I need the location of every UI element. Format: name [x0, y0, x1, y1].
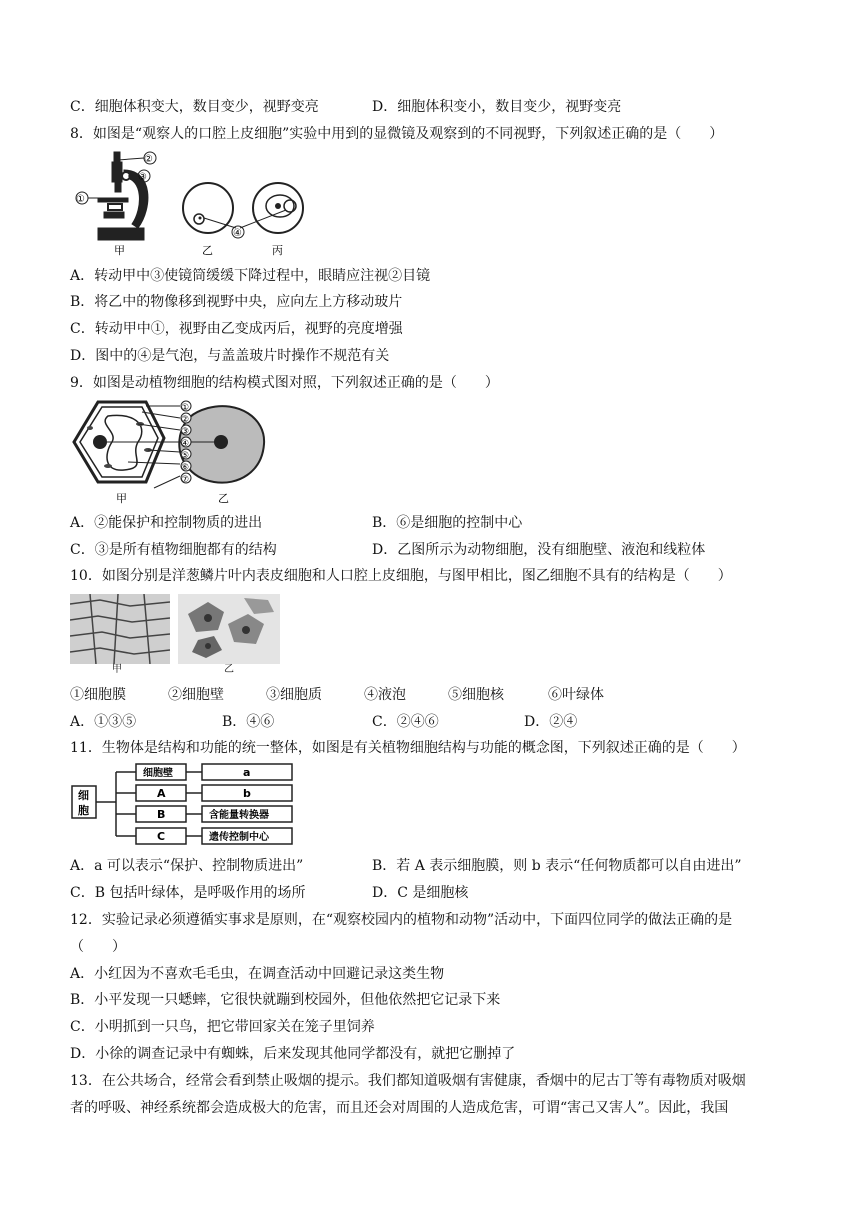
q7-option-d: D．细胞体积变小，数目变少，视野变亮 — [372, 99, 622, 115]
root-label-1: 细 — [78, 789, 89, 802]
label-jia: 甲 — [114, 244, 125, 257]
q8-stem: 8．如图是“观察人的口腔上皮细胞”实验中用到的显微镜及观察到的不同视野，下列叙述正确的是（ ） — [70, 126, 724, 142]
q12-option-b: B．小平发现一只蟋蟀，它很快就蹦到校园外，但他依然把它记录下来 — [70, 992, 501, 1008]
label-n2: ② — [181, 415, 190, 425]
q11-option-b: B．若 A 表示细胞膜，则 b 表示“任何物质都可以自由进出” — [372, 858, 742, 874]
label-n4: ④ — [181, 439, 190, 449]
node-A: A — [157, 787, 166, 800]
root-label-2: 胞 — [78, 804, 89, 817]
view-yi-circle — [183, 183, 233, 233]
q8-option-b: B．将乙中的物像移到视野中央，应向左上方移动玻片 — [70, 294, 403, 310]
q9-option-c: C．③是所有植物细胞都有的结构 — [70, 542, 277, 558]
q10-option-a: A．①③⑤ — [70, 714, 137, 730]
q10-label-jia: 甲 — [112, 664, 122, 675]
label-3: ③ — [138, 172, 147, 183]
q11-option-c: C．B 包括叶绿体，是呼吸作用的场所 — [70, 885, 306, 901]
q11-concept-map — [70, 762, 310, 848]
q8-option-a: A．转动甲中③使镜筒缓缓下降过程中，眼睛应注视②目镜 — [70, 268, 431, 284]
q10-label-yi: 乙 — [224, 664, 234, 675]
label-n3: ③ — [181, 427, 190, 437]
q9-option-d: D．乙图所示为动物细胞，没有细胞壁、液泡和线粒体 — [372, 542, 706, 558]
label-n1: ① — [181, 403, 190, 413]
q12-option-c: C．小明抓到一只鸟，把它带回家关在笼子里饲养 — [70, 1019, 375, 1035]
node-b: b — [243, 787, 251, 800]
q11-stem: 11．生物体是结构和功能的统一整体，如图是有关植物细胞结构与功能的概念图，下列叙述正确的是（ ） — [70, 740, 746, 756]
q11-option-d: D．C 是细胞核 — [372, 885, 469, 901]
q10-option-b: B．④⑥ — [222, 714, 275, 730]
q10-item-1: ①细胞膜 — [70, 687, 126, 703]
q8-microscope-figure — [68, 148, 308, 258]
q9-option-b: B．⑥是细胞的控制中心 — [372, 515, 523, 531]
q10-item-3: ③细胞质 — [266, 687, 322, 703]
label-2: ② — [144, 154, 153, 165]
label-4: ④ — [233, 228, 242, 239]
node-genetic: 遗传控制中心 — [209, 832, 269, 843]
label-n6: ⑥ — [181, 463, 190, 473]
q12-option-d: D．小徐的调查记录中有蜘蛛，后来发现其他同学都没有，就把它删掉了 — [70, 1046, 516, 1062]
node-cell-wall: 细胞壁 — [143, 768, 173, 779]
label-yi: 乙 — [202, 244, 213, 257]
microscope-illustration — [98, 152, 148, 240]
q10-item-6: ⑥叶绿体 — [548, 687, 604, 703]
q12-stem-line2: （ ） — [70, 939, 126, 955]
q12-stem-line1: 12．实验记录必须遵循实事求是原则，在“观察校园内的植物和动物”活动中，下面四位同学的做法正确的是 — [70, 912, 733, 928]
q11-option-a: A．a 可以表示“保护、控制物质进出” — [70, 858, 304, 874]
q12-option-a: A．小红因为不喜欢毛毛虫，在调查活动中回避记录这类生物 — [70, 966, 445, 982]
q10-item-2: ②细胞壁 — [168, 687, 224, 703]
q9-stem: 9．如图是动植物细胞的结构模式图对照，下列叙述正确的是（ ） — [70, 375, 499, 391]
label-n7: ⑦ — [181, 475, 190, 485]
q9-cell-figure — [68, 398, 288, 510]
label-n5: ⑤ — [181, 451, 190, 461]
cheek-cells-photo — [178, 594, 280, 664]
node-B: B — [157, 808, 166, 821]
q9-option-a: A．②能保护和控制物质的进出 — [70, 515, 263, 531]
label-yi: 乙 — [218, 492, 229, 505]
node-C: C — [157, 830, 166, 843]
q7-option-c: C．细胞体积变大，数目变少，视野变亮 — [70, 99, 319, 115]
label-1: ① — [76, 194, 85, 205]
q10-item-5: ⑤细胞核 — [448, 687, 504, 703]
node-energy: 含能量转换器 — [209, 810, 269, 821]
node-a: a — [243, 766, 251, 779]
label-bing: 丙 — [272, 244, 283, 257]
q10-option-d: D．②④ — [524, 714, 578, 730]
q13-line1: 13．在公共场合，经常会看到禁止吸烟的提示。我们都知道吸烟有害健康，香烟中的尼古丁等有毒物质对吸烟 — [70, 1073, 746, 1089]
onion-epidermis-photo — [70, 594, 170, 664]
label-jia: 甲 — [116, 492, 127, 505]
q10-option-c: C．②④⑥ — [372, 714, 439, 730]
q8-option-d: D．图中的④是气泡，与盖盖玻片时操作不规范有关 — [70, 348, 390, 364]
q10-item-4: ④液泡 — [364, 687, 406, 703]
q13-line2: 者的呼吸、神经系统都会造成极大的危害，而且还会对周围的人造成危害，可谓“害己又害人”。因此，我国 — [70, 1100, 729, 1116]
q10-stem: 10．如图分别是洋葱鳞片叶内表皮细胞和人口腔上皮细胞，与图甲相比，图乙细胞不具有的结构是（ ） — [70, 568, 732, 584]
q8-option-c: C．转动甲中①，视野由乙变成丙后，视野的亮度增强 — [70, 321, 403, 337]
